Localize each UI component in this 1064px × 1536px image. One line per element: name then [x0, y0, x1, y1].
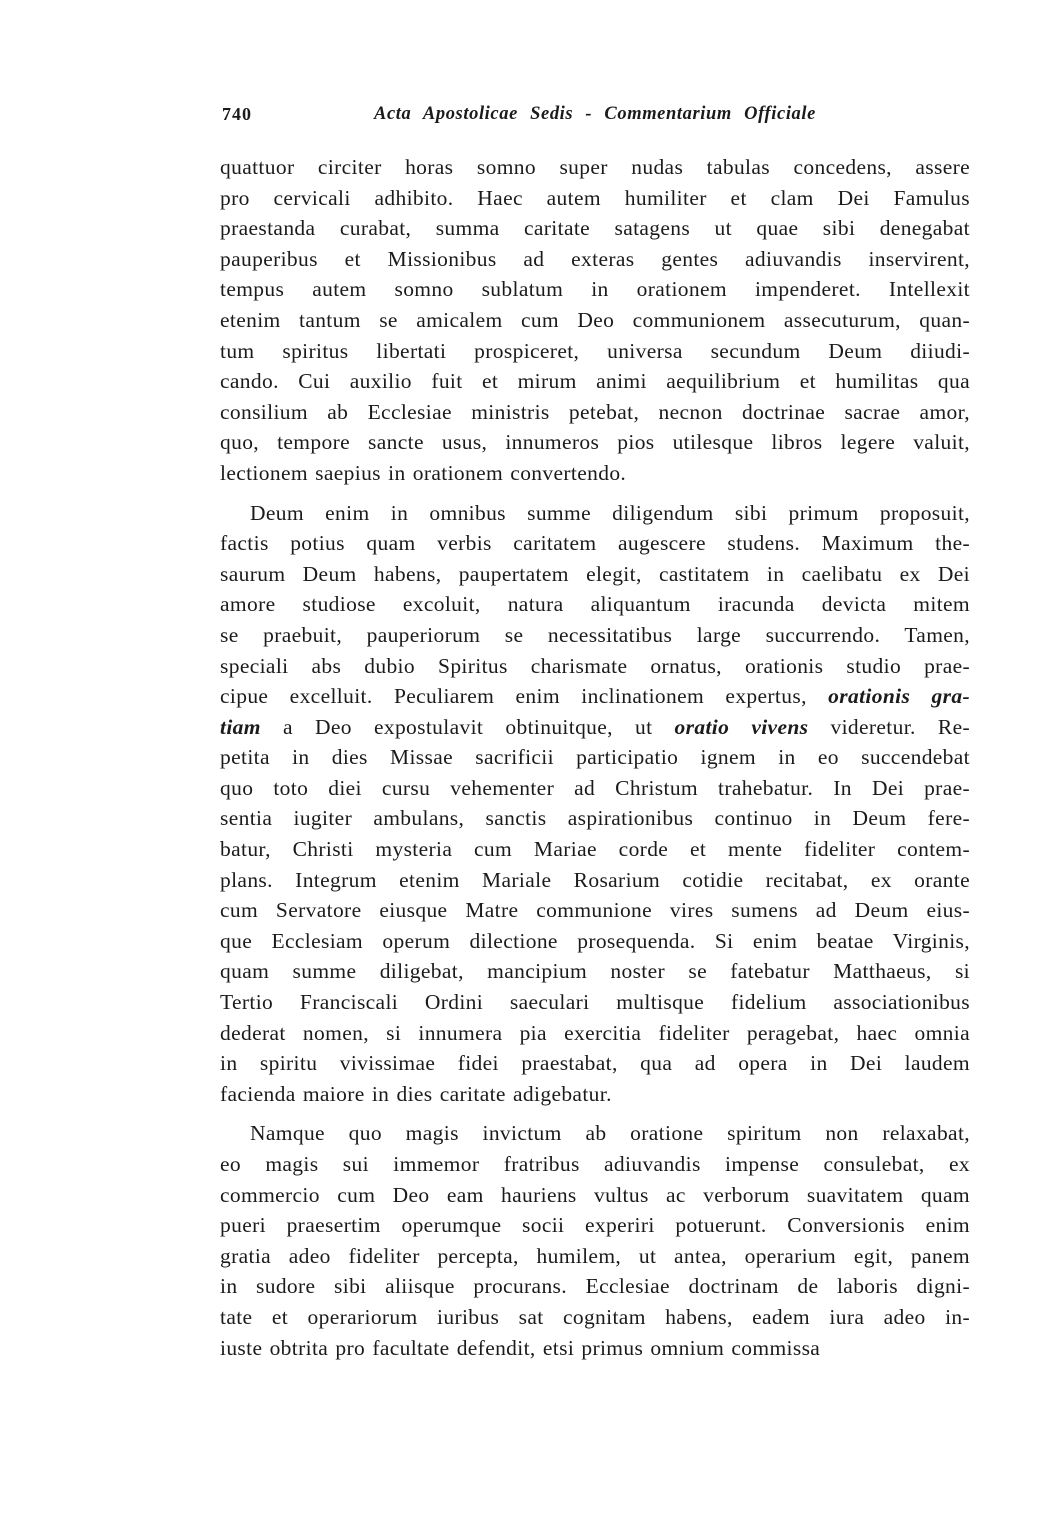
body-text: pro cervicali adhibito. Haec autem humiliter et clam Dei Famulus [220, 185, 970, 210]
text-line [220, 366, 970, 397]
text-line [220, 213, 970, 244]
text-line [220, 926, 970, 957]
text-line [220, 183, 970, 214]
body-text: Namque quo magis invictum ab oratione spiritum non relaxabat, [250, 1121, 970, 1146]
body-text: quam summe diligebat, mancipium noster se fatebatur Matthaeus, si [220, 959, 970, 984]
body-text: cipue excelluit. Peculiarem enim inclinationem expertus, [220, 684, 829, 709]
text-line [220, 803, 970, 834]
paragraph [220, 152, 970, 489]
body-text: quo, tempore sancte usus, innumeros pios utilesque libros legere valuit, [220, 430, 970, 455]
body-text: plans. Integrum etenim Mariale Rosarium cotidie recitabat, ex orante [220, 867, 970, 892]
text-line [220, 1018, 970, 1049]
text-line [220, 620, 970, 651]
text-line [220, 651, 970, 682]
body-text: praestanda curabat, summa caritate satagens ut quae sibi denegabat [220, 216, 970, 241]
text-line [220, 742, 970, 773]
body-text: in sudore sibi aliisque procurans. Ecclesiae doctrinam de laboris digni- [220, 1274, 970, 1299]
page-number: 740 [222, 104, 252, 124]
body-text: videretur. Re- [808, 714, 970, 739]
body-text: Tertio Franciscali Ordini saeculari multisque fidelium associationibus [220, 990, 970, 1015]
text-line [220, 427, 970, 458]
text-line [220, 987, 970, 1018]
text-line [220, 498, 970, 529]
body-text: petita in dies Missae sacrificii participatio ignem in eo succendebat [220, 745, 970, 770]
text-line [220, 865, 970, 896]
body-text: tum spiritus libertati prospiceret, universa secundum Deum diiudi- [220, 338, 970, 363]
page-body [220, 152, 970, 1363]
text-line [220, 956, 970, 987]
text-line [220, 305, 970, 336]
body-text: amore studiose excoluit, natura aliquantum iracunda devicta mitem [220, 592, 970, 617]
text-line [220, 589, 970, 620]
text-line [220, 528, 970, 559]
text-line [220, 274, 970, 305]
body-text: in spiritu vivissimae fidei praestabat, qua ad opera in Dei laudem [220, 1051, 970, 1076]
body-text: eo magis sui immemor fratribus adiuvandis impense consulebat, ex [220, 1152, 970, 1176]
body-text: factis potius quam verbis caritatem augescere studens. Maximum the- [220, 531, 970, 556]
text-line [220, 244, 970, 275]
body-text: quo toto diei cursu vehementer ad Christum trahebatur. In Dei prae- [220, 775, 970, 800]
body-text: gratia adeo fideliter percepta, humilem, ut antea, operarium egit, panem [220, 1243, 970, 1268]
text-line [220, 397, 970, 428]
body-text: Deum enim in omnibus summe diligendum sibi primum proposuit, [250, 500, 970, 525]
body-text: pauperibus et Missionibus ad exteras gentes adiuvandis inservirent, [220, 246, 970, 271]
text-line [220, 1118, 970, 1149]
body-text: consilium ab Ecclesiae ministris petebat, necnon doctrinae sacrae amor, [220, 399, 970, 424]
emphasized-text: oratio vivens [674, 714, 809, 739]
text-line [220, 458, 970, 489]
text-line [220, 1271, 970, 1302]
body-text: lectionem saepius in orationem convertendo. [220, 460, 627, 485]
emphasized-text: orationis gra- [828, 684, 970, 709]
text-line [220, 1241, 970, 1272]
text-line [220, 834, 970, 865]
text-line [220, 712, 970, 743]
body-text: dederat nomen, si innumera pia exercitia fideliter peragebat, haec omnia [220, 1020, 970, 1045]
body-text: pueri praesertim operumque socii experiri potuerunt. Conversionis enim [220, 1213, 970, 1238]
body-text: sentia iugiter ambulans, sanctis aspirationibus continuo in Deum fere- [220, 806, 970, 831]
body-text: tempus autem somno sublatum in orationem impenderet. Intellexit [220, 277, 970, 302]
text-line [220, 1333, 970, 1364]
body-text: cum Servatore eiusque Matre communione vires sumens ad Deum eius- [220, 898, 970, 923]
body-text: speciali abs dubio Spiritus charismate ornatus, orationis studio prae- [220, 653, 970, 678]
text-line [220, 1180, 970, 1211]
body-text: etenim tantum se amicalem cum Deo communionem assecuturum, quan- [220, 307, 970, 332]
running-title: Acta Apostolicae Sedis - Commentarium Officiale [374, 104, 816, 124]
body-text: facienda maiore in dies caritate adigebatur. [220, 1081, 612, 1106]
body-text: cando. Cui auxilio fuit et mirum animi aequilibrium et humilitas qua [220, 369, 970, 394]
paragraph [220, 1118, 970, 1363]
body-text: batur, Christi mysteria cum Mariae corde et mente fideliter contem- [220, 837, 970, 862]
body-text: saurum Deum habens, paupertatem elegit, castitatem in caelibatu ex Dei [220, 561, 970, 586]
text-line [220, 152, 970, 183]
text-line [220, 1079, 970, 1110]
body-text: iuste obtrita pro facultate defendit, etsi primus omnium commissa [220, 1335, 821, 1360]
page-header [220, 104, 970, 130]
body-text: se praebuit, pauperiorum se necessitatibus large succurrendo. Tamen, [220, 622, 970, 647]
body-text: que Ecclesiam operum dilectione prosequenda. Si enim beatae Virginis, [220, 928, 970, 953]
text-line [220, 559, 970, 590]
text-line [220, 681, 970, 712]
text-line [220, 1048, 970, 1079]
body-text: a Deo expostulavit obtinuitque, ut [260, 714, 675, 739]
body-text: tate et operariorum iuribus sat cognitam habens, eadem iura adeo in- [220, 1304, 970, 1329]
text-line [220, 1149, 970, 1180]
text-line [220, 1302, 970, 1333]
body-text: commercio cum Deo eam hauriens vultus ac verborum suavitatem quam [220, 1182, 970, 1207]
text-line [220, 336, 970, 367]
text-line [220, 895, 970, 926]
paragraph [220, 498, 970, 1110]
text-line [220, 773, 970, 804]
emphasized-text: tiam [220, 714, 261, 739]
text-line [220, 1210, 970, 1241]
body-text: quattuor circiter horas somno super nudas tabulas concedens, assere [220, 155, 970, 179]
